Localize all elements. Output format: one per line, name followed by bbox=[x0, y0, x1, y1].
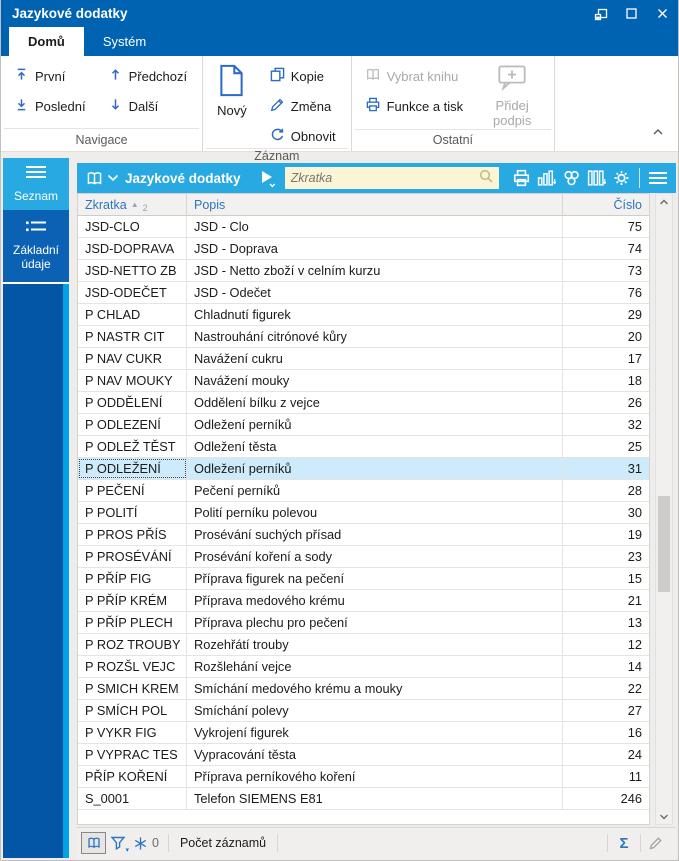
ribbon-group-label: Navigace bbox=[4, 128, 199, 151]
filter-count: 0 bbox=[152, 836, 159, 850]
cell-cislo[interactable]: 14 bbox=[627, 659, 642, 674]
printer-icon bbox=[365, 97, 381, 115]
tab-domu[interactable]: Domů bbox=[9, 27, 84, 56]
cell-popis[interactable]: Oddělení bílku z vejce bbox=[187, 392, 563, 413]
table-row[interactable] bbox=[78, 524, 649, 546]
table-row[interactable] bbox=[78, 546, 649, 568]
functions-print-button[interactable]: Funkce a tisk bbox=[362, 94, 467, 118]
cell-zkratka[interactable]: P CHLAD bbox=[78, 304, 187, 325]
cell-cislo[interactable]: 29 bbox=[627, 307, 642, 322]
sidebar-item-seznam[interactable]: Seznam bbox=[3, 158, 69, 210]
status-separator bbox=[640, 834, 641, 852]
status-separator bbox=[168, 834, 169, 852]
table-row[interactable] bbox=[78, 634, 649, 656]
search-input[interactable] bbox=[291, 171, 478, 185]
cell-popis[interactable]: Vypracování těsta bbox=[187, 744, 563, 765]
filter-funnel-icon[interactable]: ▾ bbox=[106, 832, 130, 854]
next-button[interactable]: Další bbox=[105, 94, 191, 118]
menu-lines-icon bbox=[25, 165, 47, 182]
table-row[interactable] bbox=[78, 282, 649, 304]
cell-zkratka[interactable]: P PŘÍP KRÉM bbox=[78, 590, 187, 611]
first-button[interactable]: První bbox=[11, 64, 89, 88]
refresh-icon bbox=[270, 127, 285, 145]
cell-zkratka[interactable]: P VYPRAC TES bbox=[78, 744, 187, 765]
cell-zkratka[interactable]: P ROZ TROUBY bbox=[78, 634, 187, 655]
table-row[interactable] bbox=[78, 392, 649, 414]
cell-cislo[interactable]: 23 bbox=[627, 549, 642, 564]
table-row[interactable] bbox=[78, 722, 649, 744]
run-icon[interactable] bbox=[257, 168, 277, 188]
close-icon[interactable] bbox=[647, 0, 678, 27]
last-arrow-icon bbox=[14, 97, 29, 115]
list-title: Jazykové dodatky bbox=[125, 170, 241, 186]
cell-popis[interactable]: Chladnutí figurek bbox=[187, 304, 563, 325]
cell-zkratka[interactable]: JSD-ODEČET bbox=[78, 282, 187, 303]
restore-window-icon[interactable] bbox=[585, 0, 616, 27]
cell-zkratka[interactable]: P SMICH KREM bbox=[78, 678, 187, 699]
open-book-icon[interactable] bbox=[83, 167, 105, 189]
cell-zkratka[interactable]: P PŘÍP PLECH bbox=[78, 612, 187, 633]
collapse-ribbon-icon[interactable] bbox=[651, 124, 665, 142]
cell-popis[interactable]: Polití perníku polevou bbox=[187, 502, 563, 523]
copy-button[interactable]: Kopie bbox=[267, 64, 339, 88]
book-icon bbox=[365, 67, 381, 85]
status-separator bbox=[607, 834, 608, 852]
cell-cislo[interactable]: 11 bbox=[628, 769, 642, 784]
table-row[interactable] bbox=[78, 370, 649, 392]
table-header bbox=[78, 194, 649, 216]
table-row[interactable] bbox=[78, 502, 649, 524]
next-arrow-icon bbox=[108, 97, 123, 115]
status-bar bbox=[77, 827, 676, 860]
cell-cislo[interactable]: 12 bbox=[627, 637, 642, 652]
maximize-icon[interactable] bbox=[616, 0, 647, 27]
table-row[interactable] bbox=[78, 480, 649, 502]
cell-popis[interactable]: Telefon SIEMENS E81 bbox=[187, 788, 563, 809]
table-row[interactable] bbox=[78, 436, 649, 458]
cell-popis[interactable]: Příprava medového krému bbox=[187, 590, 563, 611]
sidebar-filler bbox=[3, 284, 69, 858]
column-header-zkratka[interactable]: Zkratka ▲ 2 bbox=[78, 194, 187, 215]
scroll-up-icon[interactable] bbox=[656, 194, 672, 210]
cell-cislo[interactable]: 15 bbox=[627, 571, 642, 586]
cell-cislo[interactable]: 74 bbox=[627, 241, 642, 256]
records-table bbox=[77, 193, 650, 825]
previous-button[interactable]: Předchozí bbox=[105, 64, 191, 88]
table-row[interactable] bbox=[78, 568, 649, 590]
cell-cislo[interactable]: 28 bbox=[627, 483, 642, 498]
sidebar-item-zakladni-udaje[interactable]: Základní údaje bbox=[3, 210, 69, 282]
window-title: Jazykové dodatky bbox=[12, 6, 128, 21]
table-body bbox=[78, 216, 649, 810]
automation-icon[interactable] bbox=[560, 167, 582, 189]
cell-cislo[interactable]: 76 bbox=[627, 285, 642, 300]
cell-cislo[interactable]: 73 bbox=[627, 263, 642, 278]
cell-cislo[interactable]: 17 bbox=[627, 351, 642, 366]
cell-zkratka[interactable]: P SMÍCH POL bbox=[78, 700, 187, 721]
cell-cislo[interactable]: 24 bbox=[627, 747, 642, 762]
ribbon-group-navigace bbox=[1, 56, 203, 151]
cell-popis[interactable]: JSD - Doprava bbox=[187, 238, 563, 259]
cell-cislo[interactable]: 30 bbox=[627, 505, 642, 520]
snowflake-icon[interactable] bbox=[130, 832, 150, 854]
select-book-button: Vybrat knihu bbox=[362, 64, 467, 88]
cell-cislo[interactable]: 18 bbox=[627, 373, 642, 388]
cell-popis[interactable]: Příprava perníkového koření bbox=[187, 766, 563, 787]
sort-order-badge: 2 bbox=[142, 203, 148, 213]
copy-icon bbox=[270, 67, 285, 85]
cell-zkratka[interactable]: P PROS PŘÍS bbox=[78, 524, 187, 545]
cell-popis[interactable]: Rozšlehání vejce bbox=[187, 656, 563, 677]
cell-zkratka[interactable]: P ODLEŽ TĚST bbox=[78, 436, 187, 457]
scrollbar-track[interactable] bbox=[656, 210, 672, 808]
detail-list-icon bbox=[25, 220, 47, 235]
previous-arrow-icon bbox=[108, 67, 123, 85]
search-box bbox=[285, 167, 499, 189]
toolbar-separator bbox=[639, 168, 640, 188]
cell-popis[interactable]: Nastrouhání citrónové kůry bbox=[187, 326, 563, 347]
table-row[interactable] bbox=[78, 326, 649, 348]
new-document-icon bbox=[218, 64, 245, 101]
chevron-down-icon[interactable] bbox=[105, 167, 121, 189]
cell-popis[interactable]: Prosévání suchých přísad bbox=[187, 524, 563, 545]
cell-cislo[interactable]: 19 bbox=[627, 527, 642, 542]
cell-cislo[interactable]: 27 bbox=[627, 703, 642, 718]
cell-popis[interactable]: Odležení perníků bbox=[187, 458, 563, 479]
search-icon[interactable] bbox=[478, 168, 494, 189]
cell-popis[interactable]: Prosévání koření a sody bbox=[187, 546, 563, 567]
tab-system[interactable]: Systém bbox=[102, 34, 147, 49]
cell-zkratka[interactable]: P NAV CUKR bbox=[78, 348, 187, 369]
columns-icon[interactable] bbox=[585, 167, 607, 189]
cell-popis[interactable]: Příprava plechu pro pečení bbox=[187, 612, 563, 633]
table-row[interactable] bbox=[78, 348, 649, 370]
cell-popis[interactable]: Smíchání polevy bbox=[187, 700, 563, 721]
column-header-cislo[interactable]: Číslo bbox=[613, 197, 642, 212]
cell-zkratka[interactable]: P ODLEZENÍ bbox=[78, 414, 187, 435]
cell-popis[interactable]: Pečení perníků bbox=[187, 480, 563, 501]
table-row[interactable] bbox=[78, 700, 649, 722]
table-row[interactable] bbox=[78, 238, 649, 260]
ribbon-group-label: Záznam bbox=[206, 148, 347, 163]
ribbon-group-zaznam bbox=[203, 56, 351, 163]
cell-popis[interactable]: Navážení mouky bbox=[187, 370, 563, 391]
cell-popis[interactable]: JSD - Clo bbox=[187, 216, 563, 237]
sidebar bbox=[3, 158, 69, 858]
scrollbar-thumb[interactable] bbox=[658, 496, 670, 592]
table-row[interactable] bbox=[78, 458, 649, 480]
cell-zkratka[interactable]: P PROSÉVÁNÍ bbox=[78, 546, 187, 567]
book-toggle-icon[interactable] bbox=[81, 832, 106, 854]
edit-pencil-icon bbox=[644, 832, 668, 854]
add-signature-button: Přidej podpis bbox=[482, 64, 542, 129]
cell-zkratka[interactable]: P PEČENÍ bbox=[78, 480, 187, 501]
ribbon-tabs bbox=[1, 27, 678, 56]
scroll-down-icon[interactable] bbox=[656, 808, 672, 824]
sort-asc-icon: ▲ bbox=[130, 200, 139, 209]
record-count-label: Počet záznamů bbox=[179, 836, 267, 850]
edit-pencil-icon bbox=[270, 97, 285, 115]
table-row[interactable] bbox=[78, 744, 649, 766]
cell-zkratka[interactable]: JSD-CLO bbox=[78, 216, 187, 237]
cell-zkratka[interactable]: P ODLEŽENÍ bbox=[78, 458, 187, 479]
cell-zkratka[interactable]: JSD-DOPRAVA bbox=[78, 238, 187, 259]
table-row[interactable] bbox=[78, 304, 649, 326]
table-row[interactable] bbox=[78, 766, 649, 788]
table-row[interactable] bbox=[78, 656, 649, 678]
comment-plus-icon bbox=[497, 64, 527, 96]
table-row[interactable] bbox=[78, 612, 649, 634]
table-row[interactable] bbox=[78, 788, 649, 810]
table-row[interactable] bbox=[78, 414, 649, 436]
cell-popis[interactable]: Odležení těsta bbox=[187, 436, 563, 457]
cell-cislo[interactable]: 20 bbox=[627, 329, 642, 344]
window-controls bbox=[585, 0, 678, 27]
cell-cislo[interactable]: 13 bbox=[627, 615, 642, 630]
cell-zkratka[interactable]: S_0001 bbox=[78, 788, 187, 809]
cell-zkratka[interactable]: PŘÍP KOŘENÍ bbox=[78, 766, 187, 787]
sum-sigma-icon[interactable]: Σ bbox=[619, 834, 629, 852]
ribbon bbox=[1, 56, 678, 163]
cell-popis[interactable]: Vykrojení figurek bbox=[187, 722, 563, 743]
ribbon-group-label: Ostatní bbox=[355, 129, 552, 151]
cell-zkratka[interactable]: P PŘÍP FIG bbox=[78, 568, 187, 589]
cell-zkratka[interactable]: P VYKR FIG bbox=[78, 722, 187, 743]
cell-popis[interactable]: Příprava figurek na pečení bbox=[187, 568, 563, 589]
last-button[interactable]: Poslední bbox=[11, 94, 89, 118]
cell-cislo[interactable]: 16 bbox=[627, 725, 642, 740]
cell-zkratka[interactable]: P POLITÍ bbox=[78, 502, 187, 523]
cell-cislo[interactable]: 22 bbox=[627, 681, 642, 696]
first-arrow-icon bbox=[14, 67, 29, 85]
cell-cislo[interactable]: 26 bbox=[627, 395, 642, 410]
cell-popis[interactable]: Navážení cukru bbox=[187, 348, 563, 369]
settings-gear-icon[interactable] bbox=[610, 167, 632, 189]
titlebar bbox=[1, 0, 678, 27]
print-icon[interactable] bbox=[510, 167, 532, 189]
content-area bbox=[77, 163, 676, 860]
new-button[interactable]: Nový bbox=[213, 64, 251, 119]
cell-zkratka[interactable]: P ODDĚLENÍ bbox=[78, 392, 187, 413]
cell-cislo[interactable]: 25 bbox=[627, 439, 642, 454]
status-separator bbox=[277, 834, 278, 852]
table-row[interactable] bbox=[78, 678, 649, 700]
cell-popis[interactable]: Odležení perníků bbox=[187, 414, 563, 435]
chart-icon[interactable] bbox=[535, 167, 557, 189]
cell-zkratka[interactable]: P NAV MOUKY bbox=[78, 370, 187, 391]
cell-zkratka[interactable]: JSD-NETTO ZB bbox=[78, 260, 187, 281]
cell-zkratka[interactable]: P NASTR CIT bbox=[78, 326, 187, 347]
cell-cislo[interactable]: 21 bbox=[627, 593, 642, 608]
change-button[interactable]: Změna bbox=[267, 94, 339, 118]
column-header-popis[interactable]: Popis bbox=[187, 194, 563, 215]
cell-popis[interactable]: Rozehřátí trouby bbox=[187, 634, 563, 655]
vertical-scrollbar bbox=[655, 193, 673, 825]
table-row[interactable] bbox=[78, 260, 649, 282]
cell-cislo[interactable]: 246 bbox=[620, 791, 642, 806]
table-row[interactable] bbox=[78, 590, 649, 612]
cell-cislo[interactable]: 75 bbox=[627, 219, 642, 234]
cell-popis[interactable]: JSD - Odečet bbox=[187, 282, 563, 303]
list-toolbar bbox=[77, 163, 676, 193]
cell-popis[interactable]: JSD - Netto zboží v celním kurzu bbox=[187, 260, 563, 281]
refresh-button[interactable]: Obnovit bbox=[267, 124, 339, 148]
cell-cislo[interactable]: 31 bbox=[627, 461, 642, 476]
table-row[interactable] bbox=[78, 216, 649, 238]
cell-zkratka[interactable]: P ROZŠL VEJC bbox=[78, 656, 187, 677]
ribbon-group-ostatni bbox=[352, 56, 556, 151]
cell-popis[interactable]: Smíchání medového krému a mouky bbox=[187, 678, 563, 699]
menu-icon[interactable] bbox=[647, 167, 669, 189]
cell-cislo[interactable]: 32 bbox=[627, 417, 642, 432]
